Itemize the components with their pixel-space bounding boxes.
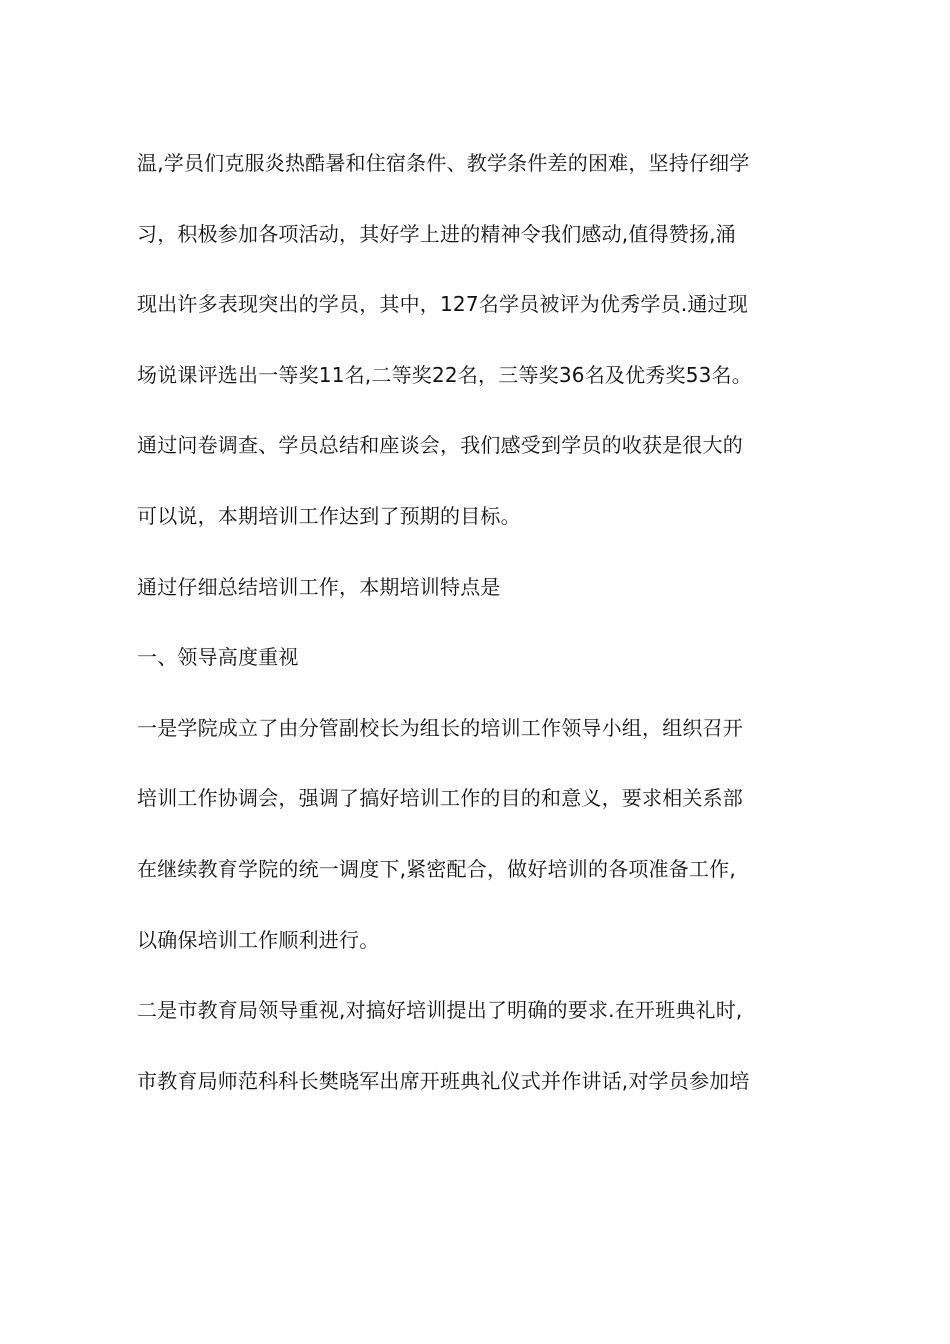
text-line: 通过仔细总结培训工作，本期培训特点是 — [137, 574, 501, 599]
section-heading: 一、领导高度重视 — [137, 645, 299, 670]
text-line: 场说课评选出一等奖11名,二等奖22名，三等奖36名及优秀奖53名。 — [137, 362, 752, 387]
text-line: 习，积极参加各项活动，其好学上进的精神令我们感动,值得赞扬,涌 — [137, 221, 736, 246]
text-line: 现出许多表现突出的学员，其中，127名学员被评为优秀学员.通过现 — [137, 292, 748, 317]
text-line: 一是学院成立了由分管副校长为组长的培训工作领导小组，组织召开 — [137, 715, 743, 740]
text-line: 温,学员们克服炎热酷暑和住宿条件、教学条件差的困难，坚持仔细学 — [137, 151, 750, 175]
document-body — [137, 141, 827, 1129]
text-line: 市教育局师范科科长樊晓军出席开班典礼仪式并作讲话,对学员参加培 — [137, 1068, 750, 1093]
text-line: 二是市教育局领导重视,对搞好培训提出了明确的要求.在开班典礼时, — [137, 998, 743, 1023]
text-line: 可以说，本期培训工作达到了预期的目标。 — [137, 503, 521, 528]
text-line: 在继续教育学院的统一调度下,紧密配合，做好培训的各项准备工作, — [137, 856, 736, 881]
text-line: 以确保培训工作顺利进行。 — [137, 927, 380, 952]
text-line: 通过问卷调查、学员总结和座谈会，我们感受到学员的收获是很大的 — [137, 433, 743, 458]
text-line: 培训工作协调会，强调了搞好培训工作的目的和意义，要求相关系部 — [137, 786, 743, 811]
